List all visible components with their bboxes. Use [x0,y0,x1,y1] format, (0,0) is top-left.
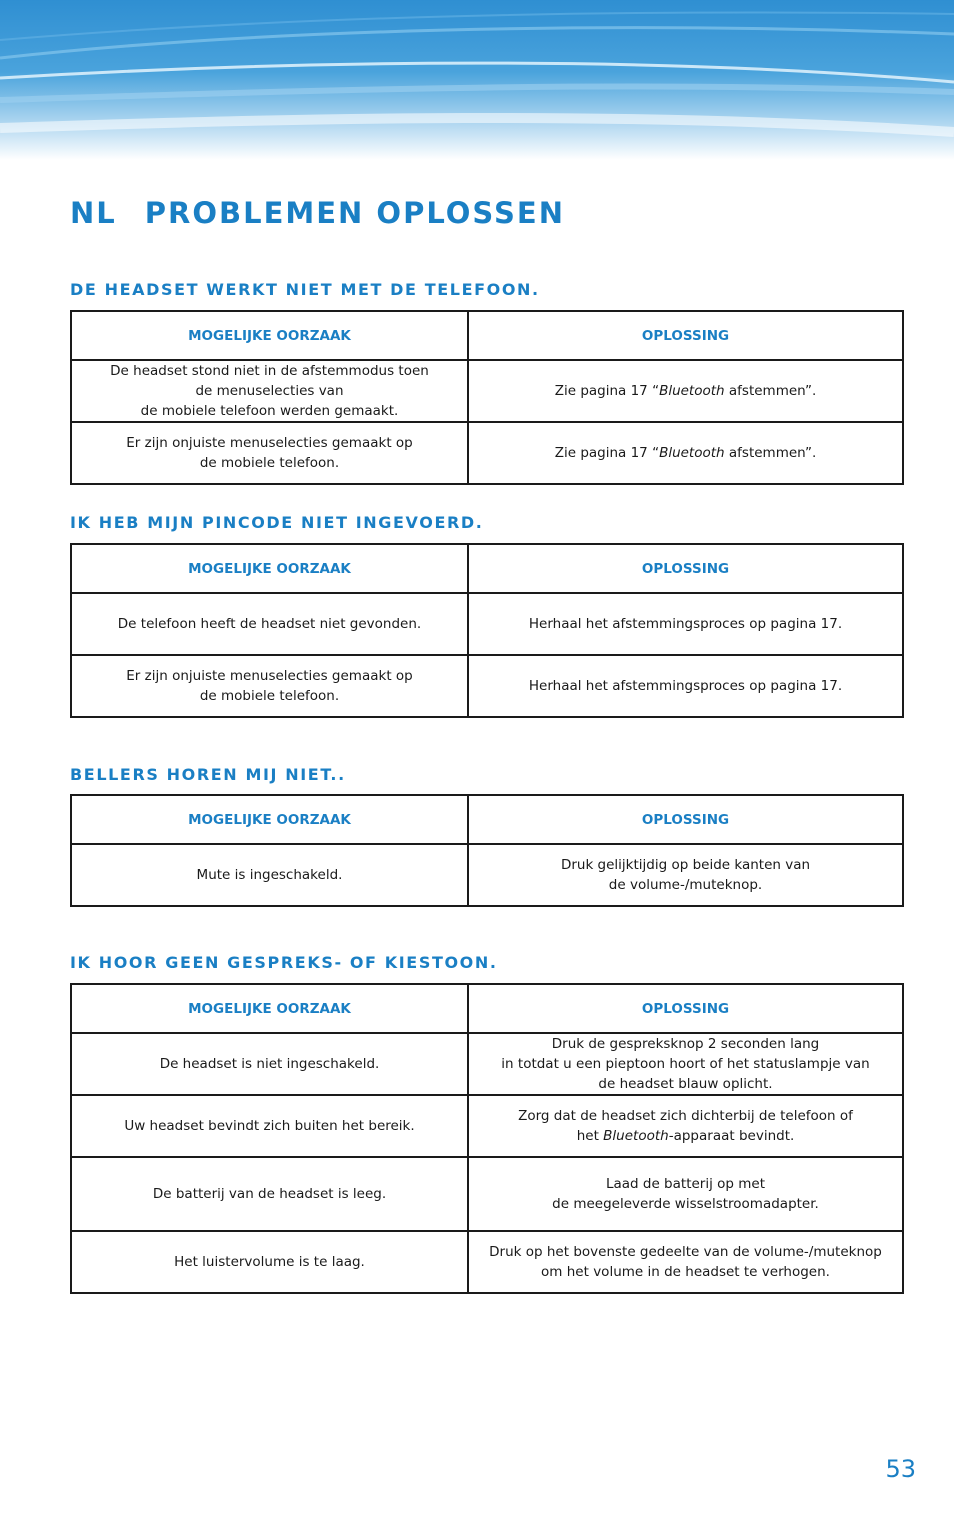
section-title-1: DE HEADSET WERKT NIET MET DE TELEFOON. [70,280,540,299]
solution-cell: Herhaal het afstemmingsproces op pagina 17. [468,593,903,655]
cause-cell: Uw headset bevindt zich buiten het bereik. [71,1095,468,1157]
table-row [71,1095,903,1157]
section-title-4: IK HOOR GEEN GESPREKS- OF KIESTOON. [70,953,498,972]
column-header-cause: MOGELIJKE OORZAAK [71,311,468,360]
cause-cell: De batterij van de headset is leeg. [71,1157,468,1231]
troubleshooting-table-1 [70,310,904,485]
solution-cell: Zie pagina 17 “Bluetooth afstemmen”. [468,360,903,422]
table-row [71,593,903,655]
table-row [71,844,903,906]
solution-cell: Druk de gespreksknop 2 seconden lang in totdat u een pieptoon hoort of het statuslampje van de headset blauw oplicht. [468,1033,903,1095]
column-header-cause: MOGELIJKE OORZAAK [71,984,468,1033]
column-header-cause: MOGELIJKE OORZAAK [71,795,468,844]
table-row [71,422,903,484]
table-row [71,1033,903,1095]
troubleshooting-table-4 [70,983,904,1294]
column-header-cause: MOGELIJKE OORZAAK [71,544,468,593]
solution-cell: Zorg dat de headset zich dichterbij de telefoon of het Bluetooth-apparaat bevindt. [468,1095,903,1157]
column-header-solution: OPLOSSING [468,795,903,844]
table-row [71,1157,903,1231]
cause-cell: De telefoon heeft de headset niet gevonden. [71,593,468,655]
troubleshooting-table-2 [70,543,904,718]
solution-cell: Druk gelijktijdig op beide kanten van de volume-/muteknop. [468,844,903,906]
table-header-row [71,984,903,1033]
page-title-text: PROBLEMEN OPLOSSEN [144,196,565,230]
solution-cell: Herhaal het afstemmingsproces op pagina 17. [468,655,903,717]
language-code: NL [70,196,117,230]
table-row [71,1231,903,1293]
cause-cell: De headset stond niet in de afstemmodus toen de menuselecties van de mobiele telefoon werden gemaakt. [71,360,468,422]
solution-cell: Zie pagina 17 “Bluetooth afstemmen”. [468,422,903,484]
column-header-solution: OPLOSSING [468,984,903,1033]
section-title-2: IK HEB MIJN PINCODE NIET INGEVOERD. [70,513,484,532]
cause-cell: Mute is ingeschakeld. [71,844,468,906]
troubleshooting-table-3 [70,794,904,907]
table-row [71,655,903,717]
solution-cell: Laad de batterij op met de meegeleverde wisselstroomadapter. [468,1157,903,1231]
table-header-row [71,544,903,593]
cause-cell: Er zijn onjuiste menuselecties gemaakt op de mobiele telefoon. [71,422,468,484]
table-header-row [71,311,903,360]
page-number: 53 [885,1455,916,1483]
solution-cell: Druk op het bovenste gedeelte van de volume-/muteknop om het volume in de headset te verhogen. [468,1231,903,1293]
cause-cell: Er zijn onjuiste menuselecties gemaakt op de mobiele telefoon. [71,655,468,717]
cause-cell: Het luistervolume is te laag. [71,1231,468,1293]
page-title [70,196,565,230]
section-title-3: BELLERS HOREN MIJ NIET.. [70,765,346,784]
column-header-solution: OPLOSSING [468,544,903,593]
column-header-solution: OPLOSSING [468,311,903,360]
table-header-row [71,795,903,844]
cause-cell: De headset is niet ingeschakeld. [71,1033,468,1095]
header-wave-banner [0,0,954,160]
table-row [71,360,903,422]
